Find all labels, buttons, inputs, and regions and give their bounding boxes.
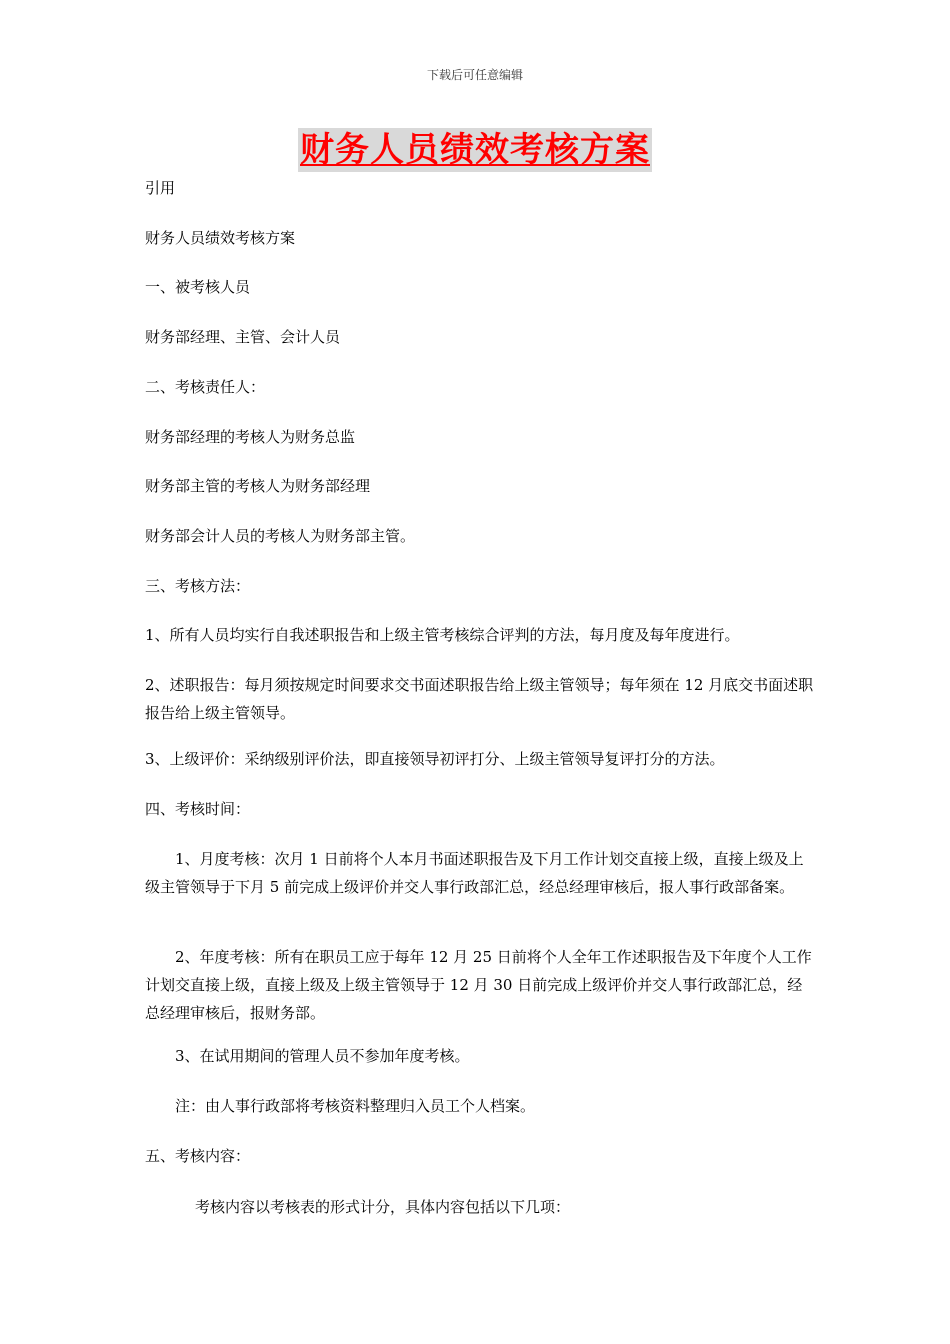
paragraph: 财务部经理的考核人为财务总监 bbox=[145, 428, 356, 446]
document-title: 财务人员绩效考核方案 bbox=[300, 130, 650, 170]
note-paragraph: 注：由人事行政部将考核资料整理归入员工个人档案。 bbox=[175, 1097, 536, 1115]
paragraph: 1、月度考核：次月 1 日前将个人本月书面述职报告及下月工作计划交直接上级，直接上级及上级主管领导于下月 5 前完成上级评价并交人事行政部汇总，经总经理审核后，报人事行政部备案。 bbox=[145, 850, 804, 896]
paragraph: 财务部主管的考核人为财务部经理 bbox=[145, 477, 371, 495]
paragraph-subtitle: 财务人员绩效考核方案 bbox=[145, 229, 296, 247]
paragraph: 财务部经理、主管、会计人员 bbox=[145, 328, 341, 346]
section-heading-3: 三、考核方法： bbox=[145, 577, 251, 595]
paragraph: 2、年度考核：所有在职员工应于每年 12 月 25 日前将个人全年工作述职报告及下年度个人工作计划交直接上级，直接上级及上级主管领导于 12 月 30 日前完成上级评价并交人事行政部汇总，经总经理审核后，报财务部。 bbox=[145, 948, 812, 1022]
section-heading-2: 二、考核责任人： bbox=[145, 378, 266, 396]
title-wrapper bbox=[0, 128, 950, 172]
paragraph: 2、述职报告：每月须按规定时间要求交书面述职报告给上级主管领导；每年须在 12 月底交书面述职报告给上级主管领导。 bbox=[145, 676, 814, 722]
paragraph: 3、上级评价：采纳级别评价法，即直接领导初评打分、上级主管领导复评打分的方法。 bbox=[145, 750, 725, 768]
paragraph: 考核内容以考核表的形式计分，具体内容包括以下几项： bbox=[195, 1198, 571, 1216]
section-heading-4: 四、考核时间： bbox=[145, 800, 251, 818]
paragraph: 财务部会计人员的考核人为财务部主管。 bbox=[145, 527, 416, 545]
page-header: 下载后可任意编辑 bbox=[426, 68, 523, 82]
paragraph-citation: 引用 bbox=[145, 179, 176, 197]
section-heading-5: 五、考核内容： bbox=[145, 1147, 251, 1165]
paragraph: 1、所有人员均实行自我述职报告和上级主管考核综合评判的方法，每月度及每年度进行。 bbox=[145, 626, 740, 644]
section-heading-1: 一、被考核人员 bbox=[145, 278, 251, 296]
paragraph: 3、在试用期间的管理人员不参加年度考核。 bbox=[175, 1047, 470, 1065]
